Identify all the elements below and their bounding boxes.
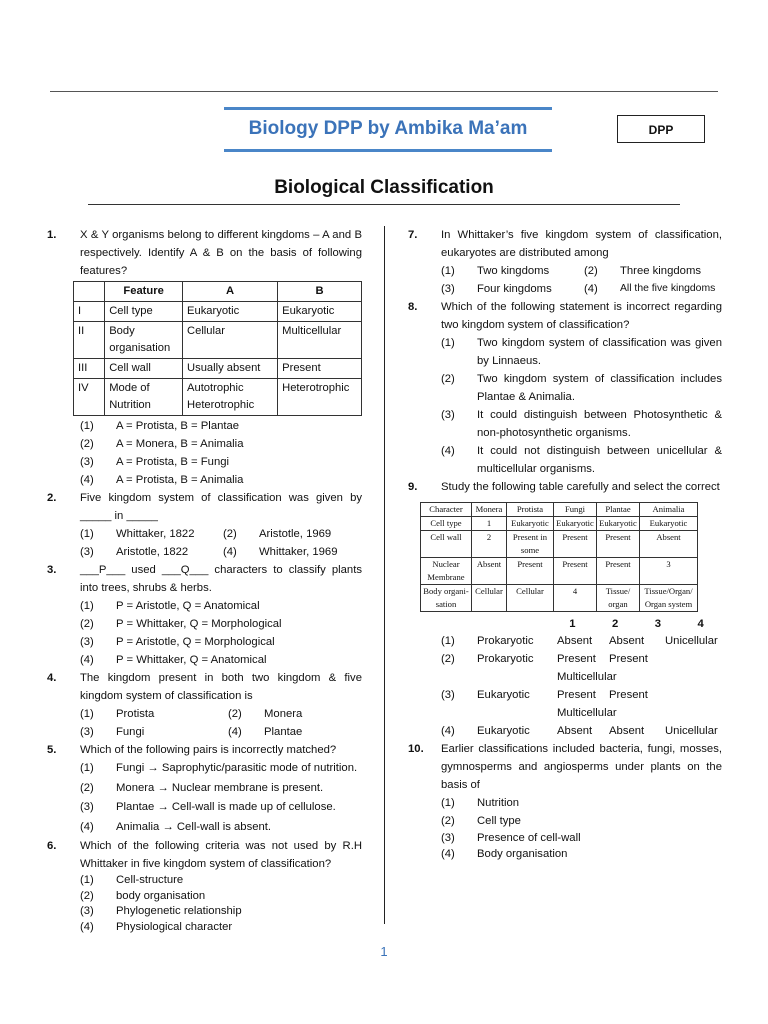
- answer-option: [441, 650, 722, 668]
- question-6: [47, 837, 362, 935]
- option: [441, 846, 722, 862]
- option-row: [80, 543, 362, 561]
- option-text: P = Whittaker, Q = Anatomical: [116, 654, 267, 666]
- option-number: (3): [80, 801, 94, 813]
- option: [441, 406, 722, 442]
- answer-cell: Present: [557, 689, 596, 701]
- answer-option: [441, 632, 722, 650]
- table-header: Animalia: [640, 503, 698, 517]
- option-text: Two kingdom system of classification was given by Linnaeus.: [477, 337, 722, 367]
- answer-cell: Absent: [557, 635, 593, 647]
- answer-cell: Absent: [609, 635, 645, 647]
- option-number: (1): [80, 420, 94, 432]
- option-text: Presence of cell-wall: [477, 832, 581, 844]
- table-row: [421, 585, 698, 612]
- option-number: (3): [80, 636, 94, 648]
- option: [80, 633, 362, 651]
- option-text: A = Protista, B = Fungi: [116, 456, 230, 468]
- table-header: Character: [421, 503, 472, 517]
- question-9: [408, 478, 722, 740]
- answer-column-headers: [551, 616, 722, 632]
- option-text: body organisation: [116, 889, 206, 902]
- option: [80, 435, 362, 453]
- option: [80, 471, 362, 489]
- option-number: (3): [80, 726, 94, 738]
- option-number: (2): [584, 265, 598, 277]
- page-title: Biological Classification: [274, 177, 494, 198]
- table-cell: Eukaryotic: [278, 302, 362, 322]
- option-text: Plantae → Cell-wall is made up of cellulose.: [116, 801, 336, 813]
- answer-option: [441, 686, 722, 704]
- question-number: 8.: [408, 301, 418, 313]
- table-header: Plantae: [597, 503, 640, 517]
- option: [80, 904, 362, 920]
- option-number: (3): [80, 905, 94, 917]
- answer-cell: Multicellular: [557, 707, 617, 719]
- question-2: [47, 489, 362, 561]
- table-cell: Present: [554, 531, 597, 558]
- option-number: (1): [441, 337, 455, 349]
- option-number: (2): [441, 653, 455, 665]
- table-row: [421, 531, 698, 558]
- option-text: It could distinguish between Photosynthetic & non-photosynthetic organisms.: [477, 409, 722, 439]
- title-rule: [88, 204, 680, 205]
- option-text: Fungi → Saprophytic/parasitic mode of nutrition.: [116, 762, 358, 774]
- table-cell: Body organisation: [105, 322, 183, 359]
- dpp-badge: DPP: [617, 115, 705, 143]
- option-number: (4): [584, 283, 598, 295]
- option-text: Two kingdom system of classification includes Plantae & Animalia.: [477, 373, 722, 403]
- option-number: (1): [441, 635, 455, 647]
- table-row: [74, 379, 362, 416]
- option-number: (1): [80, 762, 94, 774]
- option: [80, 417, 362, 435]
- question-number: 1.: [47, 229, 57, 241]
- option-number: (4): [228, 726, 242, 738]
- table-cell: Nuclear Membrane: [421, 558, 472, 585]
- option-text: Fungi: [116, 726, 145, 738]
- table-cell: Eukaryotic: [183, 302, 278, 322]
- option-number: (3): [441, 689, 455, 701]
- table-cell: Cellular: [472, 585, 507, 612]
- table-header: Protista: [507, 503, 554, 517]
- option: [80, 651, 362, 669]
- option: [80, 889, 362, 905]
- option: [441, 442, 722, 478]
- table-row: [74, 359, 362, 379]
- option-number: (3): [80, 546, 94, 558]
- table-header: Fungi: [554, 503, 597, 517]
- option-text: Physiological character: [116, 920, 233, 933]
- option-text: Three kingdoms: [620, 265, 701, 277]
- table-cell: II: [74, 322, 105, 359]
- option: [80, 818, 362, 838]
- option-text: Two kingdoms: [477, 265, 550, 277]
- option-number: (2): [80, 781, 94, 794]
- table-cell: Cellular: [507, 585, 554, 612]
- question-text: The kingdom present in both two kingdom & five kingdom system of classification is: [80, 672, 362, 702]
- option-text: Nutrition: [477, 797, 520, 809]
- table-header: B: [278, 282, 362, 302]
- option-text: Phylogenetic relationship: [116, 905, 242, 917]
- option-text: It could not distinguish between unicellular & multicellular organisms.: [477, 445, 722, 475]
- column-divider: [384, 226, 385, 924]
- question-text: In Whittaker’s five kingdom system of classification, eukaryotes are distributed among: [441, 229, 722, 259]
- table-cell: Cellular: [183, 322, 278, 359]
- option-number: (2): [228, 708, 242, 720]
- question-text: Earlier classifications included bacteria, fungi, mosses, gymnosperms and angiosperms under plants on the basis of: [441, 743, 722, 791]
- option-number: (2): [441, 373, 455, 385]
- option-number: (1): [441, 265, 455, 277]
- answer-cell: Present: [609, 653, 648, 665]
- option: [80, 615, 362, 633]
- table-header: [74, 282, 105, 302]
- option-number: (1): [80, 600, 94, 612]
- answer-cell: Absent: [557, 725, 593, 737]
- option-number: (3): [441, 409, 455, 421]
- question-4: [47, 669, 362, 741]
- option-row: [441, 280, 722, 298]
- option-number: (4): [80, 654, 94, 666]
- right-column: [408, 226, 722, 862]
- option-text: Protista: [116, 708, 155, 720]
- option-number: (4): [441, 848, 455, 860]
- table-cell: Cell wall: [105, 359, 183, 379]
- question-number: 6.: [47, 840, 57, 852]
- option-text: A = Monera, B = Animalia: [116, 438, 244, 450]
- table-cell: 4: [554, 585, 597, 612]
- question-number: 3.: [47, 564, 57, 576]
- option: [441, 812, 722, 830]
- option: [80, 873, 362, 889]
- option-text: Whittaker, 1822: [116, 528, 195, 540]
- option-number: (2): [80, 889, 94, 902]
- option: [441, 830, 722, 846]
- table-cell: IV: [74, 379, 105, 416]
- table-cell: Present: [278, 359, 362, 379]
- table-cell: Present in some: [507, 531, 554, 558]
- table-row: [421, 517, 698, 531]
- question-number: 10.: [408, 743, 424, 755]
- table-cell: 1: [472, 517, 507, 531]
- option-text: A = Protista, B = Plantae: [116, 420, 240, 432]
- column-number: 3: [654, 618, 662, 630]
- question-3: [47, 561, 362, 669]
- table-header: A: [183, 282, 278, 302]
- table-row: [421, 558, 698, 585]
- answer-cell: Present: [557, 653, 596, 665]
- option: [441, 370, 722, 406]
- question-8: [408, 298, 722, 478]
- option: [441, 794, 722, 812]
- option-number: (1): [80, 528, 94, 540]
- option-text: Four kingdoms: [477, 283, 552, 295]
- table-cell: Present: [597, 531, 640, 558]
- answer-cell: Multicellular: [557, 671, 617, 683]
- option: [441, 334, 722, 370]
- option-number: (2): [441, 815, 455, 827]
- question-number: 9.: [408, 481, 418, 493]
- table-cell: Eukaryotic: [597, 517, 640, 531]
- table-cell: III: [74, 359, 105, 379]
- question-text: ___P___ used ___Q___ characters to classify plants into trees, shrubs & herbs.: [80, 564, 362, 594]
- answer-cell: Absent: [609, 725, 645, 737]
- table-cell: Absent: [640, 531, 698, 558]
- option-number: (1): [80, 708, 94, 720]
- table-cell: Present: [597, 558, 640, 585]
- column-number: 1: [569, 618, 576, 630]
- column-number: 2: [611, 618, 619, 630]
- question-text: X & Y organisms belong to different kingdoms – A and B respectively. Identify A & B on the basis of following features?: [80, 229, 362, 277]
- table-cell: Autotrophic Heterotrophic: [183, 379, 278, 416]
- option: [80, 920, 362, 936]
- question-text: Which of the following pairs is incorrectly matched?: [80, 744, 337, 756]
- option-number: (4): [441, 725, 455, 737]
- option-number: (2): [80, 438, 94, 450]
- answer-cell: Prokaryotic: [477, 635, 534, 647]
- question-10: [408, 740, 722, 862]
- page-number: 1: [380, 944, 388, 959]
- option-text: Aristotle, 1822: [116, 546, 189, 558]
- option-text: P = Aristotle, Q = Morphological: [116, 636, 275, 648]
- table-cell: Eukaryotic: [507, 517, 554, 531]
- answer-cell: Unicellular: [665, 725, 718, 737]
- answer-cell: Present: [609, 689, 648, 701]
- answer-cell: Unicellular: [665, 635, 718, 647]
- question-7: [408, 226, 722, 298]
- option-text: All the five kingdoms: [620, 283, 716, 294]
- option-number: (1): [80, 874, 94, 886]
- table-header: Feature: [105, 282, 183, 302]
- answer-cell: Eukaryotic: [477, 689, 530, 701]
- table-cell: Eukaryotic: [640, 517, 698, 531]
- table-cell: Present: [507, 558, 554, 585]
- table-cell: Present: [554, 558, 597, 585]
- table-cell: Mode of Nutrition: [105, 379, 183, 416]
- option-text: A = Protista, B = Animalia: [116, 474, 244, 486]
- question-5: [47, 741, 362, 837]
- option-number: (4): [80, 920, 94, 933]
- left-column: [47, 226, 362, 935]
- table-row: [421, 503, 698, 517]
- option-number: (4): [223, 546, 237, 558]
- table-cell: Usually absent: [183, 359, 278, 379]
- table-cell: Eukaryotic: [554, 517, 597, 531]
- question-text: Study the following table carefully and select the correct: [441, 481, 720, 493]
- option-number: (3): [441, 832, 455, 844]
- table-row: [74, 322, 362, 359]
- question-number: 7.: [408, 229, 418, 241]
- option: [80, 759, 362, 779]
- table-cell: Tissue/Organ/ Organ system: [640, 585, 698, 612]
- answer-option-continued: [441, 668, 722, 686]
- option: [80, 453, 362, 471]
- option: [80, 779, 362, 799]
- table-row: [74, 302, 362, 322]
- answer-option: [441, 722, 722, 740]
- option-text: Aristotle, 1969: [259, 528, 332, 540]
- option-number: (4): [80, 820, 94, 833]
- answer-option-continued: [441, 704, 722, 722]
- option-text: Body organisation: [477, 848, 568, 860]
- table-cell: Body organi-sation: [421, 585, 472, 612]
- question-text: Which of the following statement is incorrect regarding two kingdom system of classification?: [441, 301, 722, 331]
- table-cell: Tissue/ organ: [597, 585, 640, 612]
- option-number: (3): [80, 456, 94, 468]
- option-text: Monera → Nuclear membrane is present.: [116, 781, 324, 794]
- column-number: 4: [697, 618, 704, 630]
- table-cell: I: [74, 302, 105, 322]
- top-rule: [50, 91, 718, 92]
- option-row: [80, 525, 362, 543]
- characters-table: [420, 502, 698, 612]
- question-number: 5.: [47, 744, 57, 756]
- question-1: [47, 226, 362, 489]
- brand-banner: Biology DPP by Ambika Ma’am: [224, 107, 552, 152]
- option-row: [441, 262, 722, 280]
- option-number: (2): [80, 618, 94, 630]
- table-header: Monera: [472, 503, 507, 517]
- answer-cell: Prokaryotic: [477, 653, 534, 665]
- option-text: Cell-structure: [116, 874, 184, 886]
- option-number: (3): [441, 283, 455, 295]
- option-number: (4): [80, 474, 94, 486]
- option: [80, 597, 362, 615]
- option-row: [80, 705, 362, 723]
- option-text: Monera: [264, 708, 303, 720]
- question-number: 2.: [47, 492, 57, 504]
- option: [80, 798, 362, 818]
- table-cell: Absent: [472, 558, 507, 585]
- table-cell: 3: [640, 558, 698, 585]
- features-table: [73, 281, 362, 416]
- option-row: [80, 723, 362, 741]
- option-text: Whittaker, 1969: [259, 546, 338, 558]
- question-number: 4.: [47, 672, 57, 684]
- option-number: (1): [441, 797, 455, 809]
- option-number: (2): [223, 528, 237, 540]
- option-text: Plantae: [264, 726, 303, 738]
- question-text: Which of the following criteria was not used by R.H Whittaker in five kingdom system of classification?: [80, 840, 362, 870]
- option-text: P = Whittaker, Q = Morphological: [116, 618, 282, 630]
- table-cell: Heterotrophic: [278, 379, 362, 416]
- option-text: Animalia → Cell-wall is absent.: [116, 820, 272, 833]
- option-number: (4): [441, 445, 455, 457]
- table-cell: Cell type: [105, 302, 183, 322]
- answer-cell: Eukaryotic: [477, 725, 530, 737]
- question-text: Five kingdom system of classification was given by _____ in _____: [80, 492, 362, 522]
- option-text: Cell type: [477, 815, 521, 827]
- table-cell: 2: [472, 531, 507, 558]
- table-cell: Cell wall: [421, 531, 472, 558]
- option-text: P = Aristotle, Q = Anatomical: [116, 600, 260, 612]
- table-cell: Cell type: [421, 517, 472, 531]
- table-cell: Multicellular: [278, 322, 362, 359]
